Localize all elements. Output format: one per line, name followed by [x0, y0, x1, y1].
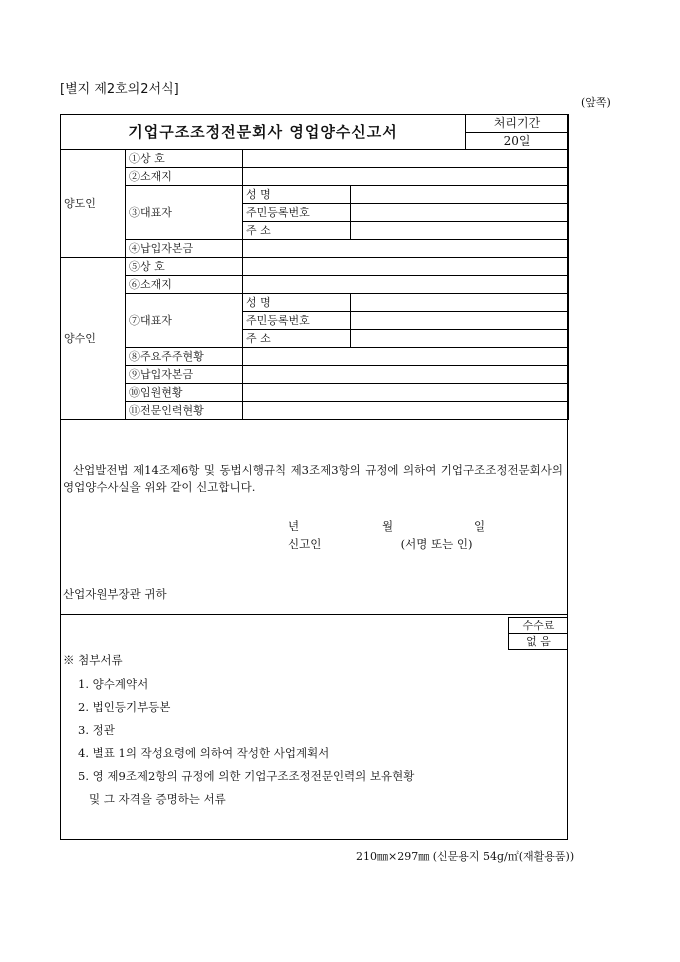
attachment-item: 및 그 자격을 증명하는 서류 [78, 792, 226, 806]
transferor-rep-name-label: 성 명 [243, 186, 351, 204]
month-label: 월 [382, 519, 394, 533]
transferor-rep-address-label: 주 소 [243, 222, 351, 240]
transferee-shareholders-label: ⑧주요주주현황 [126, 348, 243, 366]
transferor-representative-label: ③대표자 [126, 186, 243, 240]
date-line [288, 518, 488, 534]
transferee-officers-field[interactable] [243, 384, 569, 402]
signature-field[interactable]: (서명 또는 인) [400, 537, 473, 551]
transferee-shareholders-field[interactable] [243, 348, 569, 366]
transferee-capital-label: ⑨납입자본금 [126, 366, 243, 384]
form-title: 기업구조조정전문회사 영업양수신고서 [61, 115, 466, 150]
attachments-heading: ※ 첨부서류 [63, 653, 123, 667]
transferee-rep-id-field[interactable] [351, 312, 569, 330]
transferee-address-label: ⑥소재지 [126, 276, 243, 294]
fee-box [508, 617, 568, 650]
transferee-officers-label: ⑩임원현황 [126, 384, 243, 402]
signer-line [288, 536, 472, 552]
transferee-experts-field[interactable] [243, 402, 569, 420]
attachment-item: 3. 정관 [78, 723, 115, 737]
transferee-representative-label: ⑦대표자 [126, 294, 243, 348]
year-label: 년 [288, 519, 300, 533]
processing-period-label: 처리기간 [466, 115, 569, 133]
transferee-rep-id-label: 주민등록번호 [243, 312, 351, 330]
transferor-label: 양도인 [61, 150, 126, 258]
transferor-capital-label: ④납입자본금 [126, 240, 243, 258]
declaration-text: 산업발전법 제14조제6항 및 동법시행규칙 제3조제3항의 규정에 의하여 기업구조조정전문회사의 영업양수사실을 위와 같이 신고합니다. [63, 463, 563, 494]
transferee-rep-address-label: 주 소 [243, 330, 351, 348]
transferor-trade-name-field[interactable] [243, 150, 569, 168]
fee-label: 수수료 [509, 618, 569, 634]
transferee-capital-field[interactable] [243, 366, 569, 384]
attachment-item: 2. 법인등기부등본 [78, 700, 171, 714]
paper-spec-footer: 210㎜×297㎜ (신문용지 54g/㎡(재활용품)) [356, 850, 575, 863]
transferor-rep-name-field[interactable] [351, 186, 569, 204]
section-divider [60, 614, 568, 615]
transferor-capital-field[interactable] [243, 240, 569, 258]
transferee-rep-name-label: 성 명 [243, 294, 351, 312]
signer-label: 신고인 [288, 537, 322, 551]
attachment-item: 5. 영 제9조제2항의 규정에 의한 기업구조조정전문인력의 보유현황 [78, 769, 415, 783]
transferee-address-field[interactable] [243, 276, 569, 294]
transferor-address-label: ②소재지 [126, 168, 243, 186]
transferor-rep-address-field[interactable] [351, 222, 569, 240]
form-code: [별지 제2호의2서식] [60, 82, 179, 97]
day-label: 일 [474, 519, 486, 533]
transferee-rep-address-field[interactable] [351, 330, 569, 348]
report-form-table [60, 114, 569, 420]
transferee-experts-label: ⑪전문인력현황 [126, 402, 243, 420]
transferee-trade-name-field[interactable] [243, 258, 569, 276]
transferor-trade-name-label: ①상 호 [126, 150, 243, 168]
processing-period-value: 20일 [466, 132, 569, 150]
fee-value: 없 음 [509, 634, 569, 650]
attachments-list [78, 673, 414, 811]
transferee-rep-name-field[interactable] [351, 294, 569, 312]
transferee-label: 양수인 [61, 258, 126, 420]
transferor-rep-id-label: 주민등록번호 [243, 204, 351, 222]
attachment-item: 1. 양수계약서 [78, 677, 149, 691]
addressee: 산업자원부장관 귀하 [63, 587, 167, 601]
attachment-item: 4. 별표 1의 작성요령에 의하여 작성한 사업계획서 [78, 746, 330, 760]
page-side-mark: (앞쪽) [581, 96, 611, 109]
transferee-trade-name-label: ⑤상 호 [126, 258, 243, 276]
transferor-address-field[interactable] [243, 168, 569, 186]
transferor-rep-id-field[interactable] [351, 204, 569, 222]
